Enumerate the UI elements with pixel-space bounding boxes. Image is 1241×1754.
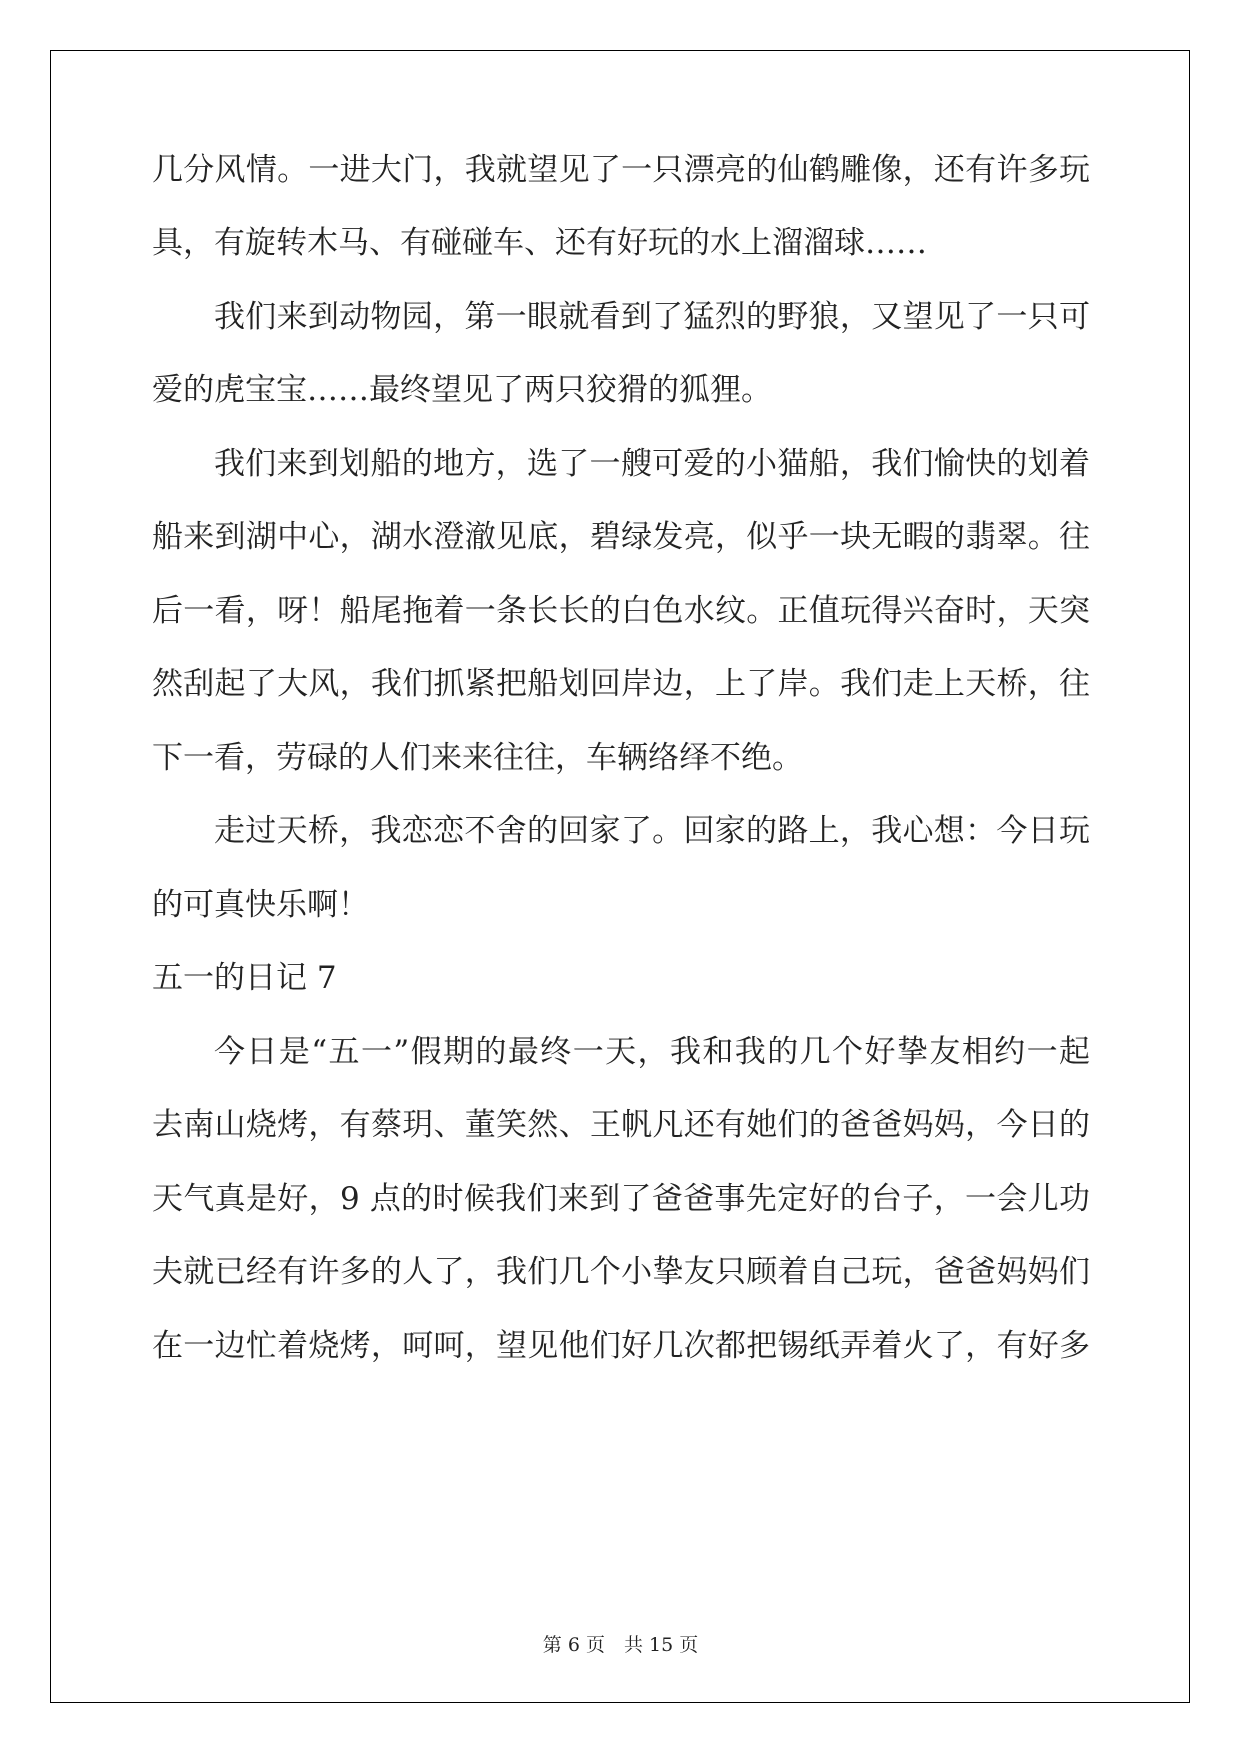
section-heading: 五一的日记 7 — [152, 960, 337, 996]
paragraph-start-line: 我们来到动物园，第一眼就看到了猛烈的野狼，又望见了一只可 — [214, 299, 1090, 335]
page-number-footer: 第 6 页 共 15 页 — [542, 1634, 699, 1656]
text-line: 然刮起了大风，我们抓紧把船划回岸边，上了岸。我们走上天桥，往 — [152, 666, 1090, 702]
text-line: 爱的虎宝宝……最终望见了两只狡猾的狐狸。 — [152, 372, 772, 408]
paragraph-start-line: 我们来到划船的地方，选了一艘可爱的小猫船，我们愉快的划着 — [214, 446, 1090, 482]
text-line: 下一看，劳碌的人们来来往往，车辆络绎不绝。 — [152, 740, 803, 776]
text-line: 的可真快乐啊！ — [152, 887, 369, 923]
paragraph-start-line: 走过天桥，我恋恋不舍的回家了。回家的路上，我心想：今日玩 — [214, 813, 1090, 849]
text-line: 天气真是好，9 点的时候我们来到了爸爸事先定好的台子，一会儿功 — [152, 1181, 1090, 1217]
text-line: 具，有旋转木马、有碰碰车、还有好玩的水上溜溜球…… — [152, 225, 927, 261]
text-line: 几分风情。一进大门，我就望见了一只漂亮的仙鹤雕像，还有许多玩 — [152, 152, 1090, 188]
paragraph-start-line: 今日是“五一”假期的最终一天，我和我的几个好挚友相约一起 — [214, 1034, 1090, 1070]
text-line: 船来到湖中心，湖水澄澈见底，碧绿发亮，似乎一块无暇的翡翠。往 — [152, 519, 1090, 555]
text-line: 去南山烧烤，有蔡玥、董笑然、王帆凡还有她们的爸爸妈妈，今日的 — [152, 1107, 1090, 1143]
text-line: 在一边忙着烧烤，呵呵，望见他们好几次都把锡纸弄着火了，有好多 — [152, 1328, 1090, 1364]
text-line: 后一看，呀！船尾拖着一条长长的白色水纹。正值玩得兴奋时，天突 — [152, 593, 1090, 629]
text-line: 夫就已经有许多的人了，我们几个小挚友只顾着自己玩，爸爸妈妈们 — [152, 1254, 1090, 1290]
